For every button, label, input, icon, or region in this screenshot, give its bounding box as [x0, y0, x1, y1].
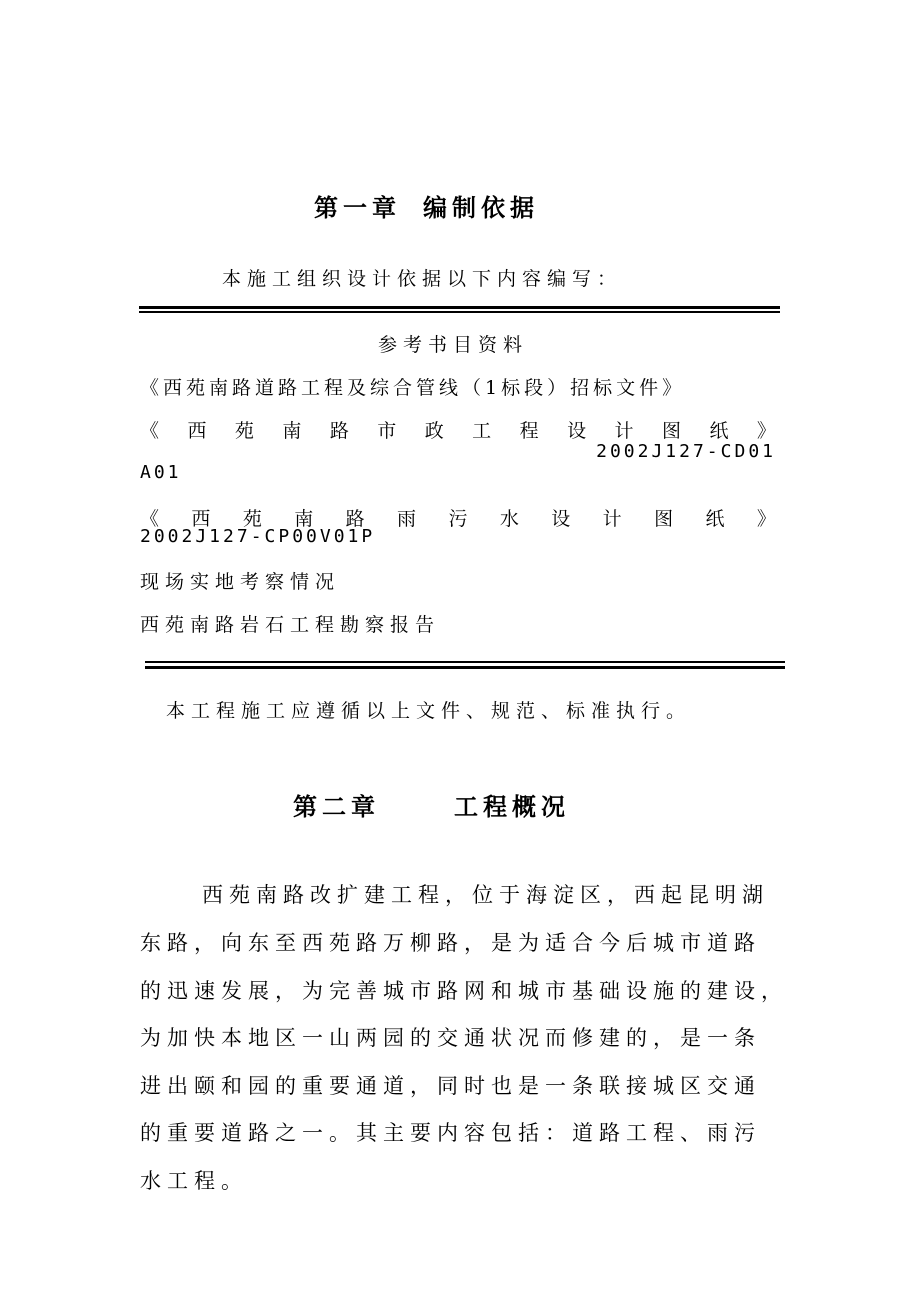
chapter2-title-text: 工程概况	[454, 793, 570, 821]
ref-char: 纸	[709, 420, 729, 442]
chapter1-title	[314, 188, 539, 223]
ref-char: 图	[654, 508, 674, 530]
ref-char: 设	[567, 420, 587, 442]
ref-char: 西	[187, 420, 207, 442]
reference-item	[140, 416, 776, 443]
ref-char: 工	[472, 420, 492, 442]
paragraph-line: 的重要道路之一。其主要内容包括：道路工程、雨污	[140, 1121, 761, 1145]
chapter1-closing: 本工程施工应遵循以上文件、规范、标准执行。	[166, 700, 692, 722]
ref-char: 市	[377, 420, 397, 442]
paragraph-line: 东路，向东至西苑路万柳路，是为适合今后城市道路	[140, 931, 761, 955]
ref-char: 图	[661, 420, 681, 442]
table-header: 参考书目资料	[378, 334, 529, 356]
ref-char: 设	[551, 508, 571, 530]
reference-item: 《西苑南路道路工程及综合管线（1标段）招标文件》	[140, 377, 686, 399]
reference-code-continued: A01	[140, 462, 182, 483]
paragraph-line: 西苑南路改扩建工程，位于海淀区，西起昆明湖	[202, 883, 769, 907]
chapter2-title	[293, 787, 570, 822]
chapter2-title-number: 第二章	[293, 793, 380, 821]
ref-char: 《	[140, 508, 160, 530]
ref-char: 计	[602, 508, 622, 530]
ref-char: 雨	[397, 508, 417, 530]
paragraph-line: 进出颐和园的重要通道，同时也是一条联接城区交通	[140, 1074, 761, 1098]
ref-char: 路	[329, 420, 349, 442]
reference-item: 现场实地考察情况	[140, 571, 341, 593]
ref-char: 苑	[242, 508, 262, 530]
ref-char: 水	[499, 508, 519, 530]
ref-char: 》	[756, 508, 776, 530]
paragraph-line: 水工程。	[140, 1169, 248, 1193]
chapter1-title-text: 编制依据	[423, 194, 539, 222]
ref-char: 程	[519, 420, 539, 442]
table-top-rule	[139, 306, 780, 309]
table-top-rule-inner	[139, 311, 780, 313]
chapter1-intro: 本施工组织设计依据以下内容编写：	[222, 268, 623, 290]
ref-char: 西	[191, 508, 211, 530]
ref-char: 》	[756, 420, 776, 442]
ref-char: 政	[424, 420, 444, 442]
ref-char: 苑	[234, 420, 254, 442]
table-bottom-rule-inner	[145, 661, 785, 663]
table-bottom-rule	[145, 666, 785, 669]
ref-char: 污	[448, 508, 468, 530]
ref-char: 路	[345, 508, 365, 530]
reference-code: 2002J127-CD01	[596, 441, 776, 462]
ref-char: 纸	[705, 508, 725, 530]
ref-char: 计	[614, 420, 634, 442]
chapter1-title-number: 第一章	[314, 194, 401, 222]
reference-code: 2002J127-CP00V01P	[140, 526, 376, 547]
ref-char: 南	[294, 508, 314, 530]
paragraph-line: 的迅速发展，为完善城市路网和城市基础设施的建设，	[140, 979, 788, 1003]
ref-char: 《	[140, 420, 160, 442]
ref-char: 南	[282, 420, 302, 442]
reference-item: 西苑南路岩石工程勘察报告	[140, 614, 441, 636]
paragraph-line: 为加快本地区一山两园的交通状况而修建的，是一条	[140, 1026, 761, 1050]
